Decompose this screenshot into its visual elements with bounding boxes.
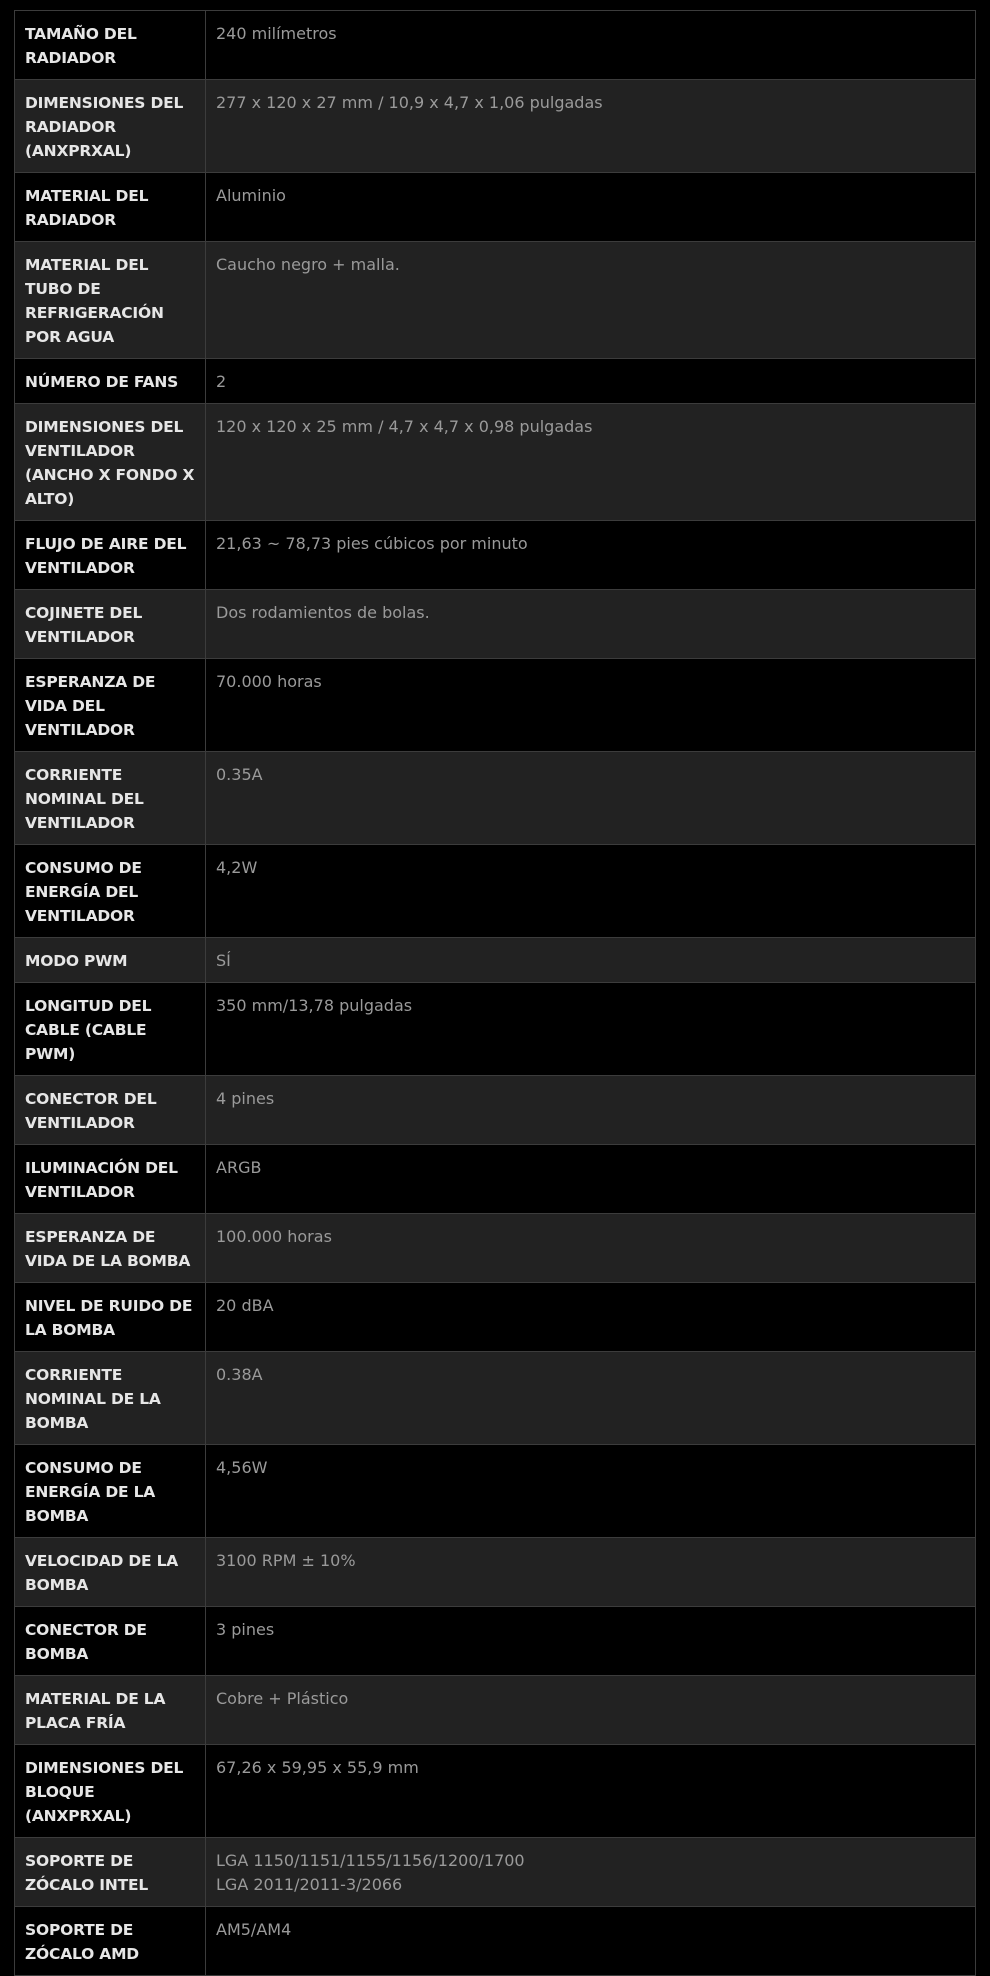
spec-row [15,1538,976,1607]
spec-value [206,11,976,80]
spec-row [15,1676,976,1745]
spec-value-line: SÍ [216,951,231,970]
spec-value-line: 4,56W [216,1458,268,1477]
spec-label: COJINETE DEL VENTILADOR [15,590,206,659]
spec-value-line: ARGB [216,1158,262,1177]
spec-row [15,1607,976,1676]
spec-row [15,1145,976,1214]
spec-label: ESPERANZA DE VIDA DEL VENTILADOR [15,659,206,752]
spec-value-line: 4,2W [216,858,258,877]
spec-label: NÚMERO DE FANS [15,359,206,404]
spec-row [15,983,976,1076]
spec-value-line: 240 milímetros [216,24,337,43]
spec-table [14,10,976,1976]
spec-row [15,1745,976,1838]
spec-row [15,659,976,752]
spec-row [15,1838,976,1907]
spec-value-line: 120 x 120 x 25 mm / 4,7 x 4,7 x 0,98 pulgadas [216,417,593,436]
spec-value [206,1907,976,1976]
spec-label: SOPORTE DE ZÓCALO AMD [15,1907,206,1976]
spec-label: TAMAÑO DEL RADIADOR [15,11,206,80]
spec-value [206,1676,976,1745]
spec-value-line: LGA 2011/2011-3/2066 [216,1875,403,1894]
spec-row [15,521,976,590]
spec-value-line: 3100 RPM ± 10% [216,1551,356,1570]
spec-label: CONSUMO DE ENERGÍA DE LA BOMBA [15,1445,206,1538]
spec-row [15,1352,976,1445]
spec-value-line: Cobre + Plástico [216,1689,349,1708]
spec-value [206,983,976,1076]
spec-row [15,845,976,938]
spec-value [206,1745,976,1838]
spec-label: ESPERANZA DE VIDA DE LA BOMBA [15,1214,206,1283]
spec-value [206,1607,976,1676]
spec-row [15,1076,976,1145]
spec-row [15,80,976,173]
spec-value [206,590,976,659]
spec-label: MATERIAL DEL TUBO DE REFRIGERACIÓN POR AGUA [15,242,206,359]
spec-label: CONSUMO DE ENERGÍA DEL VENTILADOR [15,845,206,938]
spec-label: CONECTOR DEL VENTILADOR [15,1076,206,1145]
spec-row [15,590,976,659]
spec-label: DIMENSIONES DEL RADIADOR (ANXPRXAL) [15,80,206,173]
spec-label: ILUMINACIÓN DEL VENTILADOR [15,1145,206,1214]
spec-value-line: 3 pines [216,1620,275,1639]
spec-row [15,11,976,80]
spec-value-line: LGA 1150/1151/1155/1156/1200/1700 [216,1851,525,1870]
spec-row [15,359,976,404]
spec-label: DIMENSIONES DEL VENTILADOR (ANCHO X FONDO X ALTO) [15,404,206,521]
spec-label: CONECTOR DE BOMBA [15,1607,206,1676]
spec-label: SOPORTE DE ZÓCALO INTEL [15,1838,206,1907]
spec-label: LONGITUD DEL CABLE (CABLE PWM) [15,983,206,1076]
spec-value [206,1538,976,1607]
spec-value [206,359,976,404]
spec-label: MODO PWM [15,938,206,983]
spec-value [206,1076,976,1145]
spec-label: NIVEL DE RUIDO DE LA BOMBA [15,1283,206,1352]
spec-row [15,1907,976,1976]
spec-row [15,752,976,845]
spec-value [206,1283,976,1352]
spec-value [206,659,976,752]
spec-value [206,1838,976,1907]
spec-value [206,404,976,521]
spec-value-line: 4 pines [216,1089,275,1108]
spec-value-line: Caucho negro + malla. [216,255,400,274]
spec-row [15,404,976,521]
spec-value [206,1445,976,1538]
spec-value-line: Aluminio [216,186,286,205]
spec-value-line: 67,26 x 59,95 x 55,9 mm [216,1758,419,1777]
spec-value [206,845,976,938]
spec-value [206,1214,976,1283]
spec-label: FLUJO DE AIRE DEL VENTILADOR [15,521,206,590]
spec-value [206,1145,976,1214]
spec-value-line: 350 mm/13,78 pulgadas [216,996,413,1015]
spec-value-line: 20 dBA [216,1296,274,1315]
spec-value-line: 21,63 ~ 78,73 pies cúbicos por minuto [216,534,528,553]
spec-row [15,938,976,983]
spec-row [15,242,976,359]
spec-row [15,173,976,242]
spec-value-line: 100.000 horas [216,1227,332,1246]
spec-value-line: 2 [216,372,227,391]
spec-value [206,173,976,242]
spec-row [15,1445,976,1538]
spec-label: CORRIENTE NOMINAL DE LA BOMBA [15,1352,206,1445]
spec-value-line: 0.35A [216,765,263,784]
spec-value-line: Dos rodamientos de bolas. [216,603,430,622]
spec-value-line: 70.000 horas [216,672,322,691]
spec-label: DIMENSIONES DEL BLOQUE (ANXPRXAL) [15,1745,206,1838]
spec-value-line: 277 x 120 x 27 mm / 10,9 x 4,7 x 1,06 pulgadas [216,93,603,112]
spec-value-line: 0.38A [216,1365,263,1384]
spec-value [206,521,976,590]
spec-row [15,1283,976,1352]
spec-value-line: AM5/AM4 [216,1920,292,1939]
spec-label: MATERIAL DE LA PLACA FRÍA [15,1676,206,1745]
spec-table-body [15,11,976,1976]
spec-value [206,1352,976,1445]
spec-value [206,80,976,173]
spec-value [206,242,976,359]
spec-value [206,752,976,845]
spec-label: VELOCIDAD DE LA BOMBA [15,1538,206,1607]
spec-label: CORRIENTE NOMINAL DEL VENTILADOR [15,752,206,845]
spec-value [206,938,976,983]
spec-label: MATERIAL DEL RADIADOR [15,173,206,242]
spec-row [15,1214,976,1283]
